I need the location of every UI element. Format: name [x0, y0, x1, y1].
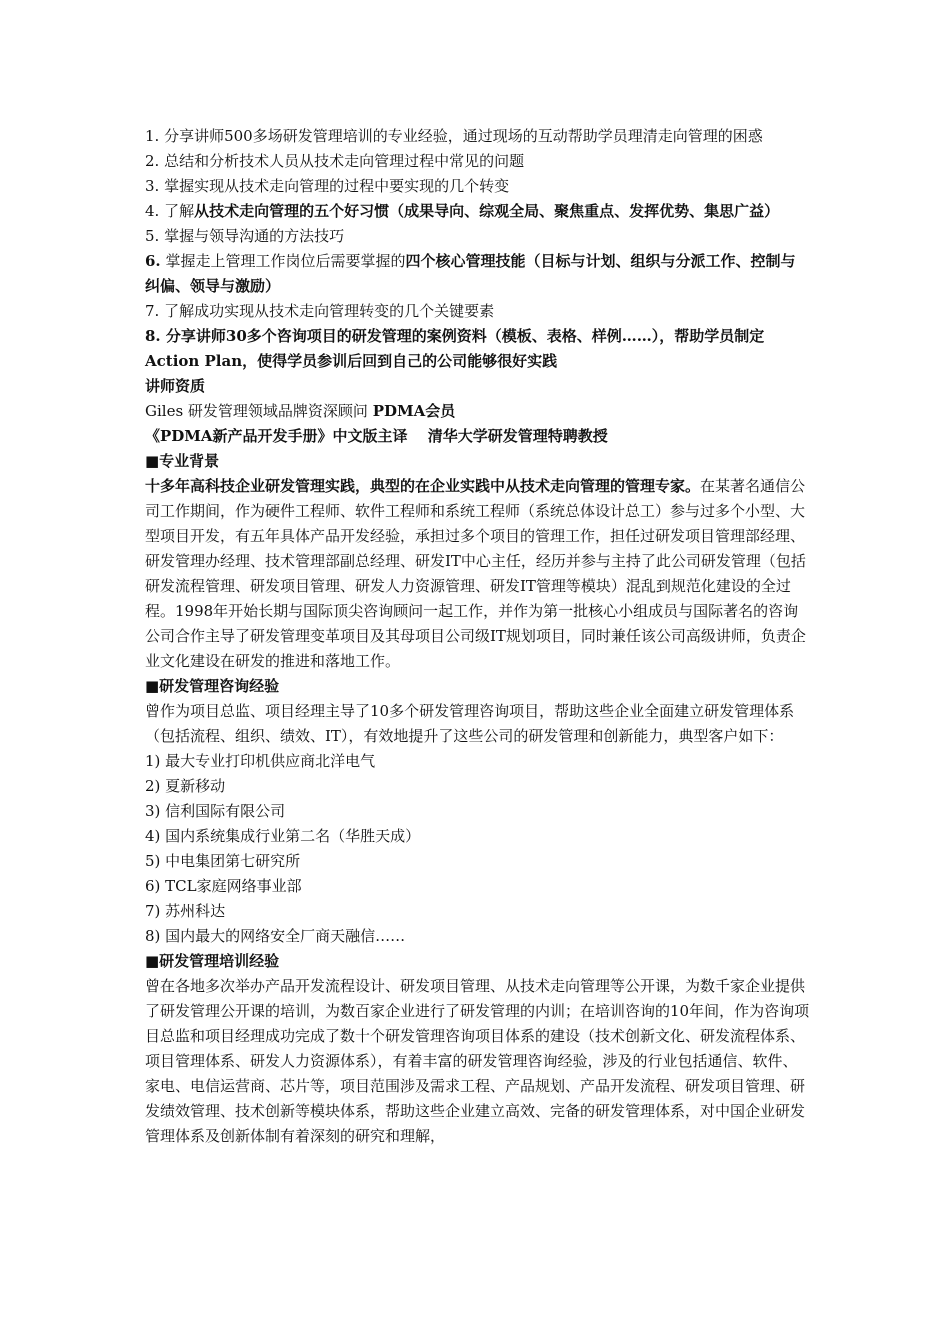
objective-6: [145, 249, 810, 299]
background-paragraph: [145, 474, 810, 674]
instructor-line-2: 《PDMA新产品开发手册》中文版主译 清华大学研发管理特聘教授: [145, 427, 608, 445]
instructor-line-1: [145, 399, 810, 424]
client-item: 6) TCL家庭网络事业部: [145, 877, 302, 895]
client-item: 4) 国内系统集成行业第二名（华胜天成）: [145, 827, 421, 845]
client-item: 3) 信利国际有限公司: [145, 802, 286, 820]
objective-4: [145, 199, 810, 224]
document-body: [145, 124, 810, 1149]
consulting-paragraph: 曾作为项目总监、项目经理主导了10多个研发管理咨询项目，帮助这些企业全面建立研发管理体系（包括流程、组织、绩效、IT），有效地提升了这些公司的研发管理和创新能力，典型客户如下：: [145, 702, 795, 745]
objective-6-bold: 四个核心管理技能（目标与计划、组织与分派工作、控制与纠偏、领导与激励）: [145, 252, 796, 295]
client-item: 5) 中电集团第七研究所: [145, 852, 301, 870]
objective-2: 2. 总结和分析技术人员从技术走向管理过程中常见的问题: [145, 152, 525, 170]
background-text: 在某著名通信公司工作期间，作为硬件工程师、软件工程师和系统工程师（系统总体设计总工）参与过多个小型、大型项目开发，有五年具体产品开发经验，承担过多个项目的管理工作，担任过研发项目管理部经理、研发管理办经理、技术管理部副总经理、研发IT中心主任，经历并参与主持了此公司研发管理（包括研发流程管理、研发项目管理、研发人力资源管理、研发IT管理等模块）混乱到规范化建设的全过程。1998年开始长期与国际顶尖咨询顾问一起工作，并作为第一批核心小组成员与国际著名的咨询公司合作主导了研发管理变革项目及其母项目公司级IT规划项目，同时兼任该公司高级讲师，负责企业文化建设在研发的推进和落地工作。: [145, 477, 806, 670]
background-heading: ■专业背景: [145, 452, 220, 470]
training-heading: ■研发管理培训经验: [145, 952, 280, 970]
instructor-heading: 讲师资质: [145, 377, 206, 395]
instructor-line-1-bold: PDMA会员: [372, 402, 456, 420]
objective-6-prefix: 掌握走上管理工作岗位后需要掌握的: [160, 252, 406, 270]
background-lead: 十多年高科技企业研发管理实践，典型的在企业实践中从技术走向管理的管理专家。: [145, 477, 701, 495]
consulting-heading: ■研发管理咨询经验: [145, 677, 280, 695]
client-item: 1) 最大专业打印机供应商北洋电气: [145, 752, 376, 770]
objective-7: 7. 了解成功实现从技术走向管理转变的几个关键要素: [145, 302, 495, 320]
objective-5: 5. 掌握与领导沟通的方法技巧: [145, 227, 345, 245]
objective-3: 3. 掌握实现从技术走向管理的过程中要实现的几个转变: [145, 177, 510, 195]
client-item: 8) 国内最大的网络安全厂商天融信……: [145, 927, 406, 945]
instructor-line-1-text: Giles 研发管理领域品牌资深顾问: [145, 402, 373, 420]
objective-8: 8. 分享讲师30多个咨询项目的研发管理的案例资料（模板、表格、样例……），帮助学员制定Action Plan，使得学员参训后回到自己的公司能够很好实践: [145, 327, 765, 370]
objective-4-bold: 从技术走向管理的五个好习惯（成果导向、综观全局、聚焦重点、发挥优势、集思广益）: [194, 202, 780, 220]
training-paragraph: 曾在各地多次举办产品开发流程设计、研发项目管理、从技术走向管理等公开课，为数千家企业提供了研发管理公开课的培训，为数百家企业进行了研发管理的内训；在培训咨询的10年间，作为咨询项目总监和项目经理成功完成了数十个研发管理咨询项目体系的建设（技术创新文化、研发流程体系、项目管理体系、研发人力资源体系），有着丰富的研发管理咨询经验，涉及的行业包括通信、软件、家电、电信运营商、芯片等，项目范围涉及需求工程、产品规划、产品开发流程、研发项目管理、研发绩效管理、技术创新等模块体系，帮助这些企业建立高效、完备的研发管理体系，对中国企业研发管理体系及创新体制有着深刻的研究和理解，: [145, 977, 810, 1145]
client-item: 2) 夏新移动: [145, 777, 226, 795]
objective-1: 1. 分享讲师500多场研发管理培训的专业经验，通过现场的互动帮助学员理清走向管理的困惑: [145, 127, 763, 145]
client-item: 7) 苏州科达: [145, 902, 226, 920]
objective-6-number: 6.: [145, 252, 161, 270]
objective-4-prefix: 4. 了解: [145, 202, 195, 220]
